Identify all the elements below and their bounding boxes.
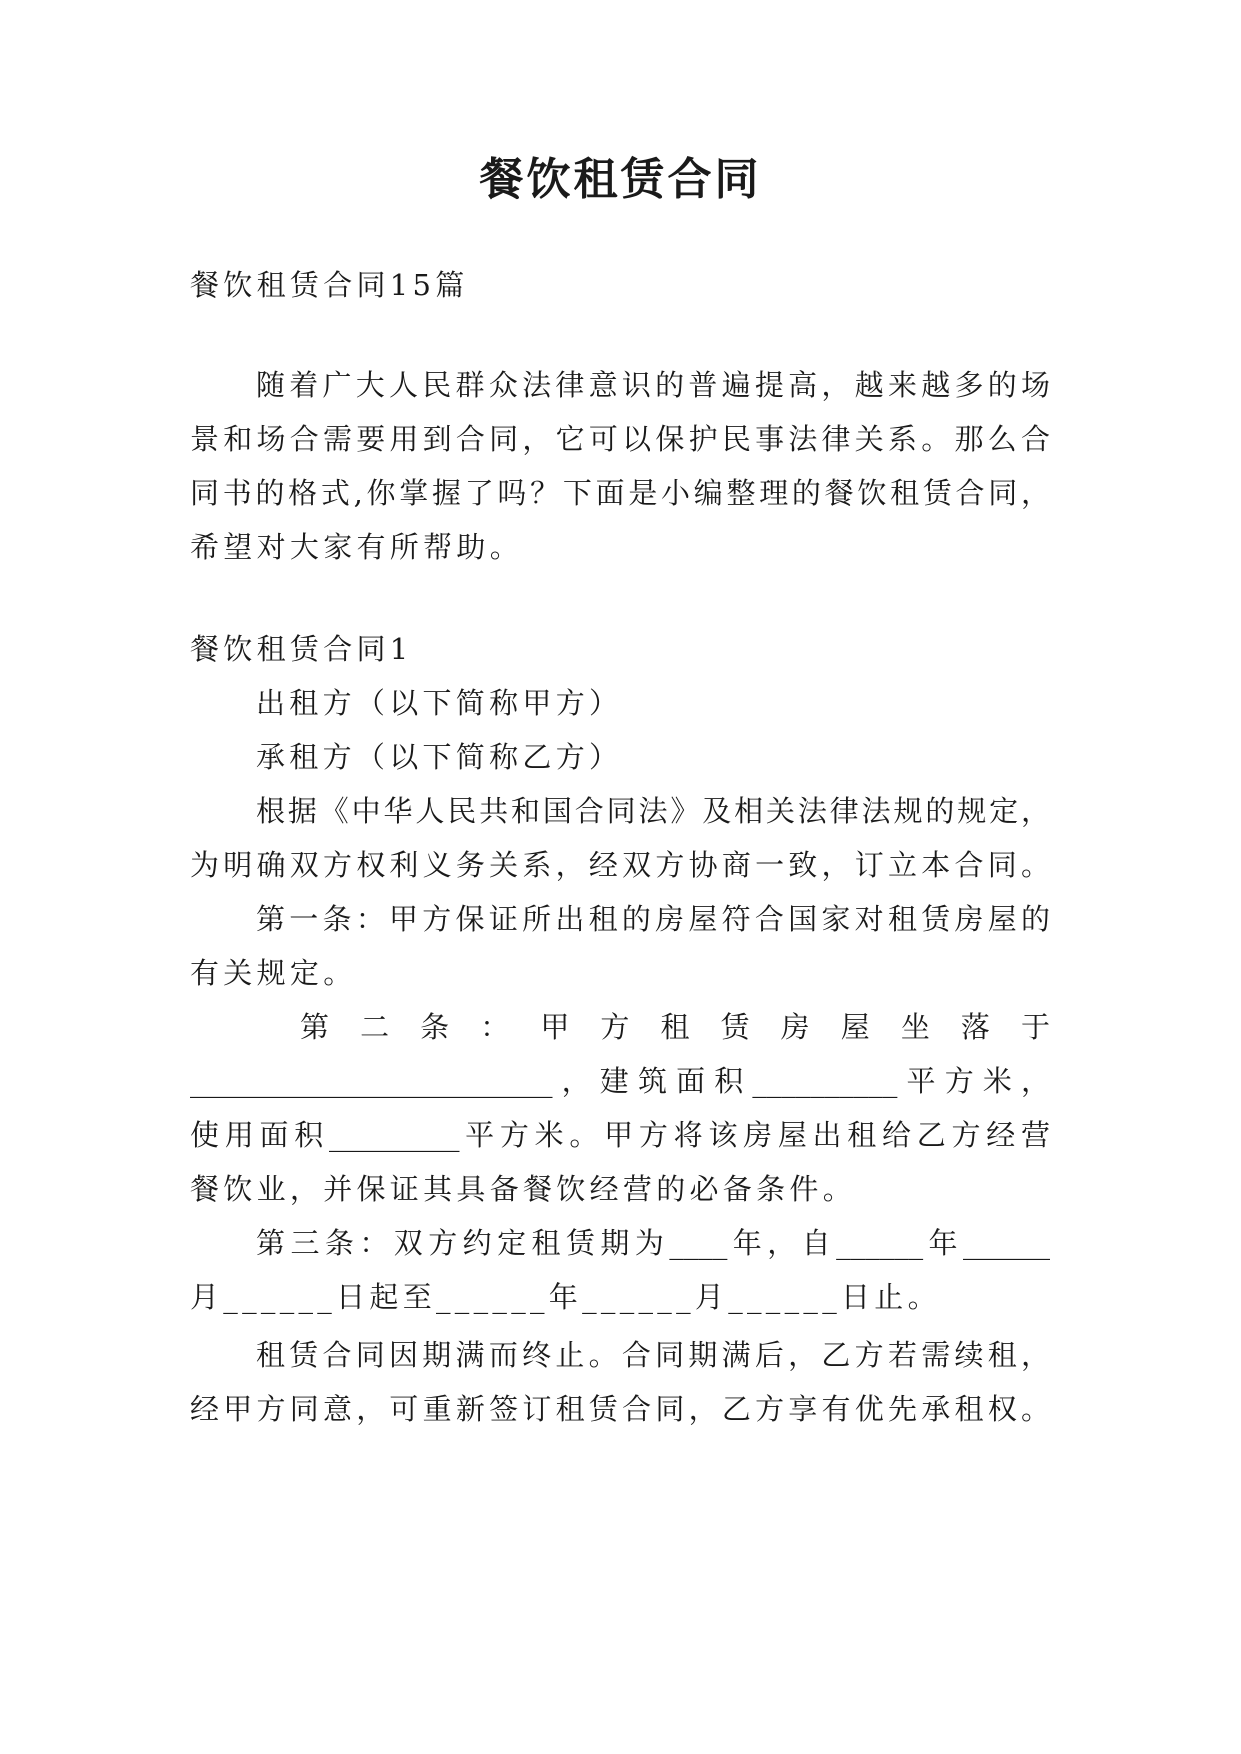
article2-line-3: 使用面积_________平方米。甲方将该房屋出租给乙方经营 [190,1118,1050,1152]
document-title: 餐饮租赁合同 [479,154,762,205]
article2-line-1: 第 二 条 ： 甲 方 租 赁 房 屋 坐 落 于 [300,1010,1050,1044]
lessor-line: 出租方（以下简称甲方） [256,686,623,720]
intro-line-4: 希望对大家有所帮助。 [190,530,524,564]
preamble-line-2: 为明确双方权利义务关系，经双方协商一致，订立本合同。 [190,848,1050,882]
lessee-line: 承租方（以下简称乙方） [256,740,623,774]
contract-heading: 餐饮租赁合同1 [190,632,413,666]
renewal-line-1: 租赁合同因期满而终止。合同期满后，乙方若需续租， [256,1338,1050,1372]
intro-line-3: 同书的格式,你掌握了吗？下面是小编整理的餐饮租赁合同， [190,476,1050,510]
intro-line-2: 景和场合需要用到合同，它可以保护民事法律关系。那么合 [190,422,1050,456]
article2-line-2: _________________________，建筑面积__________平方米， [190,1064,1050,1098]
article2-line-4: 餐饮业，并保证其具备餐饮经营的必备条件。 [190,1172,857,1206]
intro-line-1: 随着广大人民群众法律意识的普遍提高，越来越多的场 [256,368,1050,402]
renewal-line-2: 经甲方同意，可重新签订租赁合同，乙方享有优先承租权。 [190,1392,1050,1426]
article3-line-2: 月______日起至______年______月______日止。 [190,1280,941,1314]
article1-line-2: 有关规定。 [190,956,357,990]
article3-line-1: 第三条：双方约定租赁期为____年，自______年______ [256,1226,1050,1260]
preamble-line-1: 根据《中华人民共和国合同法》及相关法律法规的规定， [256,794,1050,828]
article1-line-1: 第一条：甲方保证所出租的房屋符合国家对租赁房屋的 [256,902,1050,936]
subtitle: 餐饮租赁合同15篇 [190,268,469,302]
